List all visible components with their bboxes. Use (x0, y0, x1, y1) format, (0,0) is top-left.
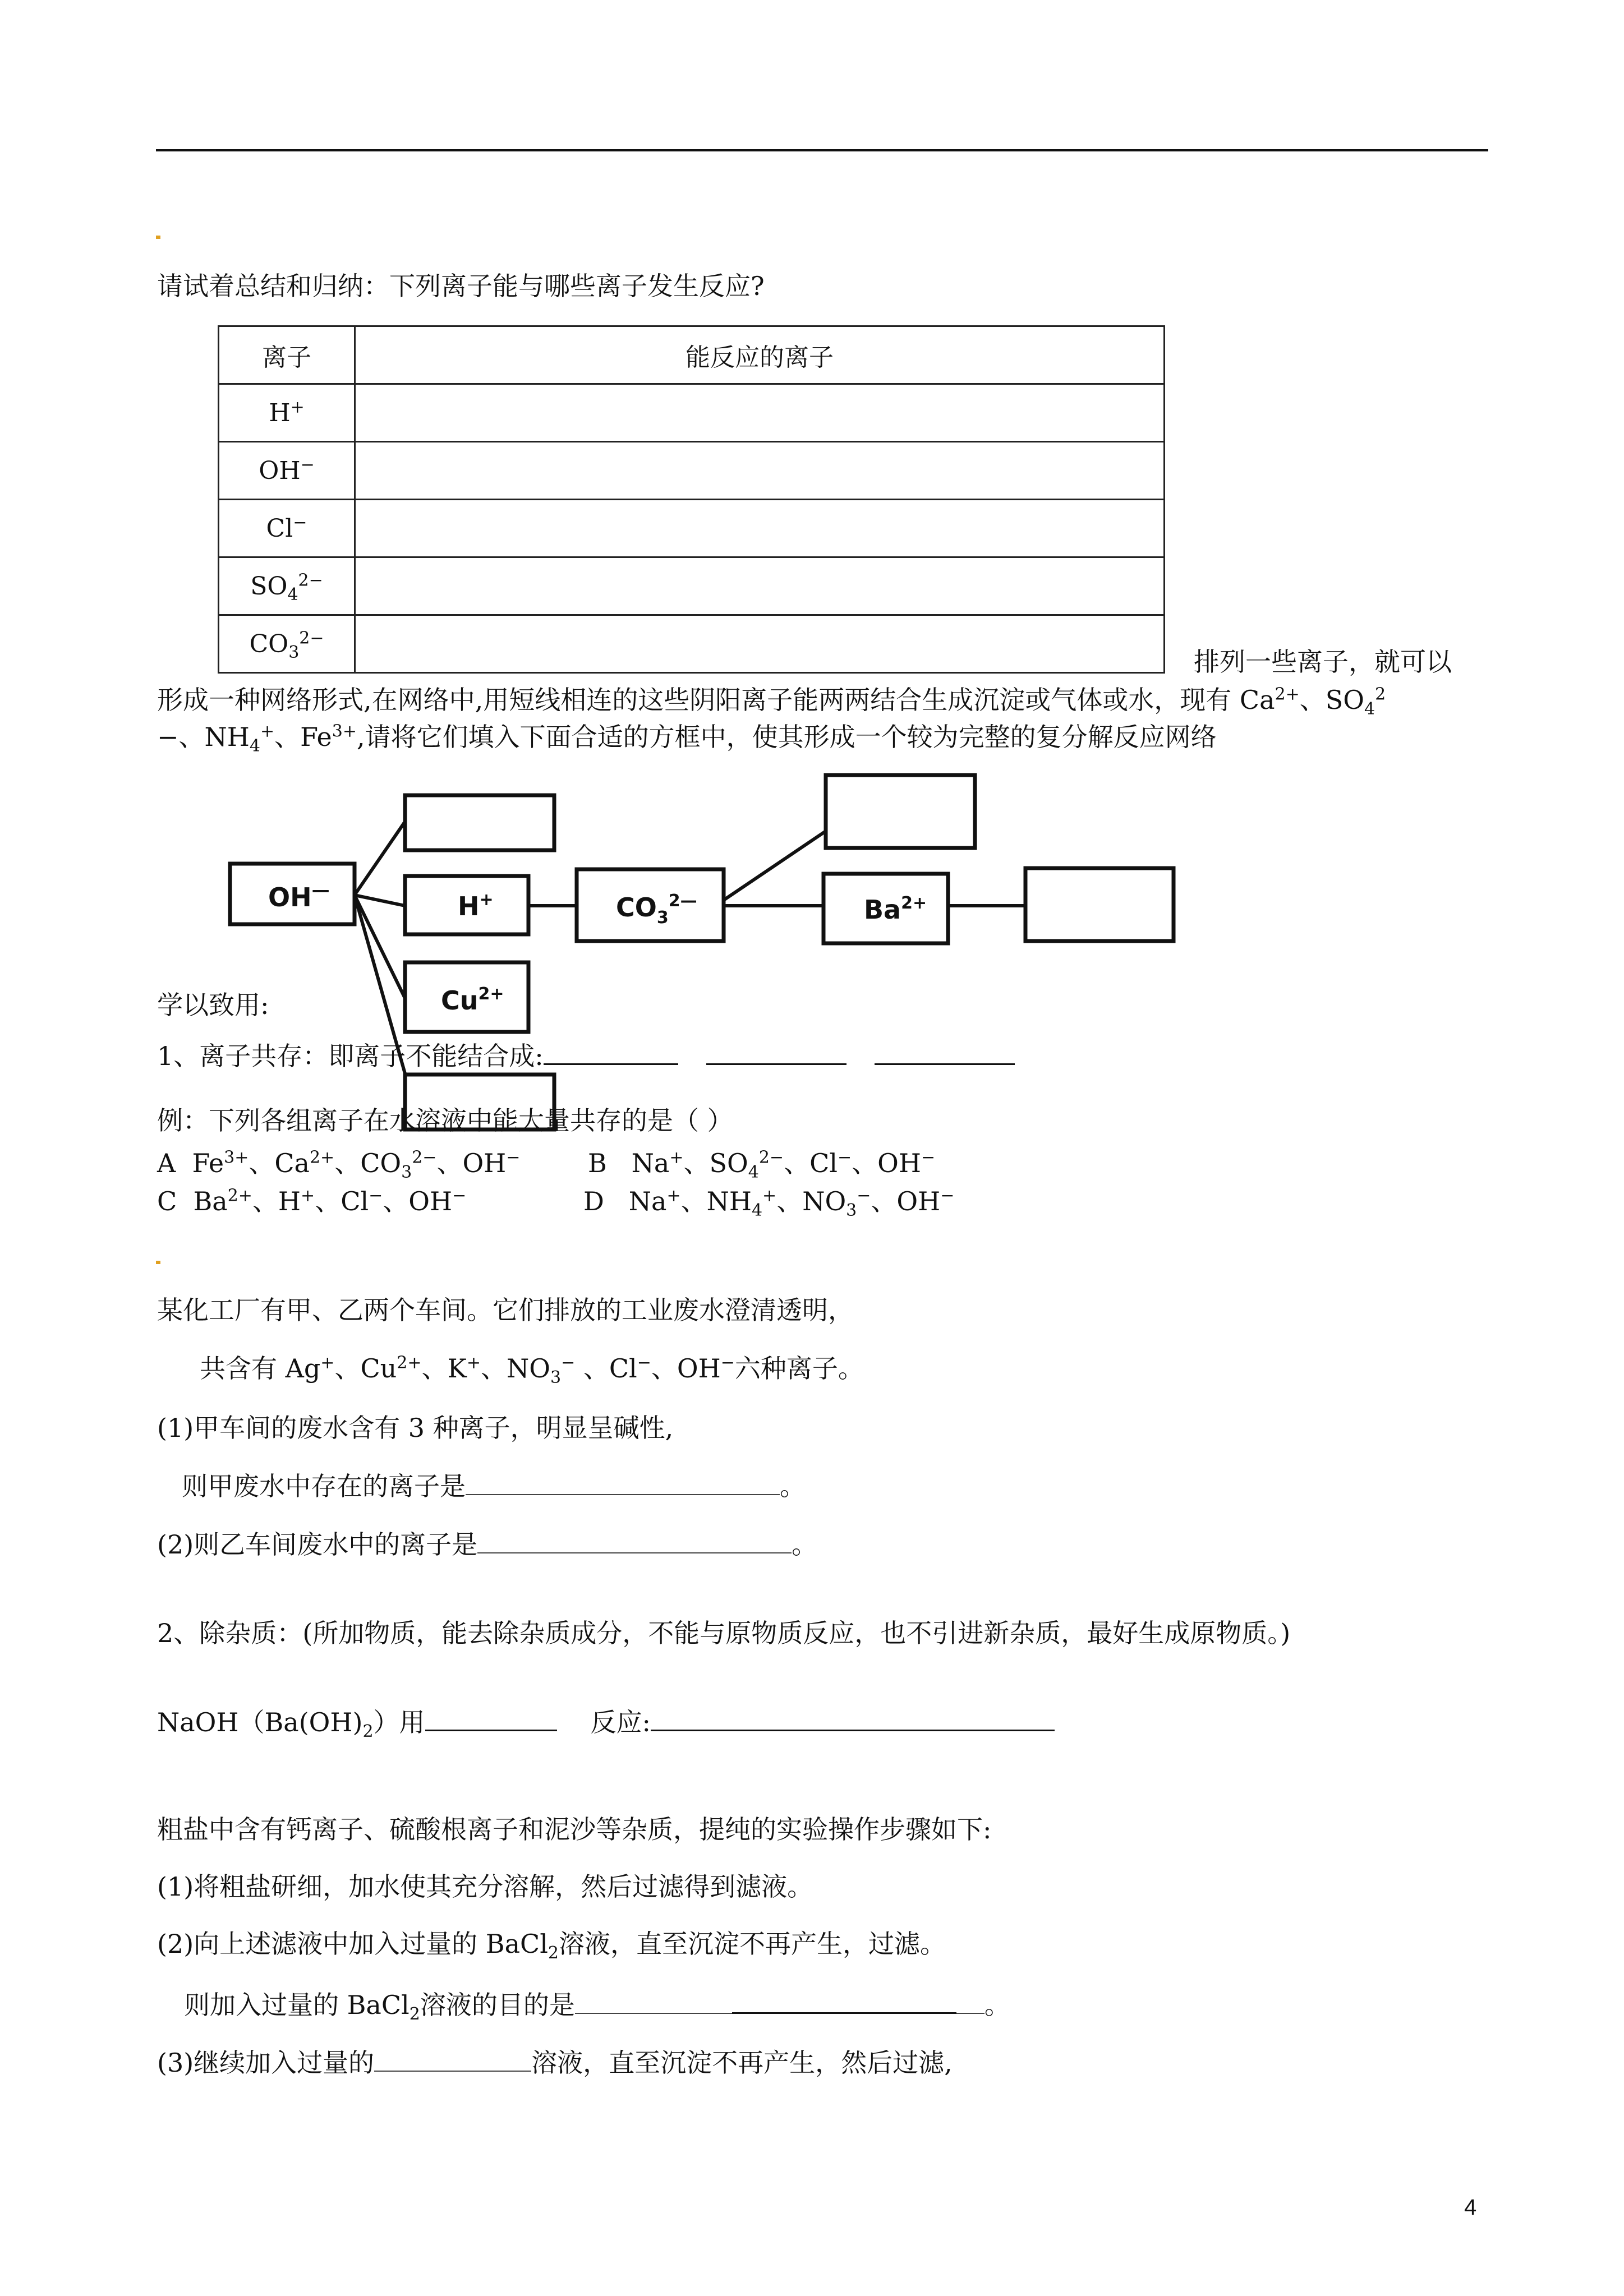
label-h: H+ (458, 890, 494, 921)
answer-blank[interactable] (875, 1036, 1015, 1065)
header-reacting-ions: 能反应的离子 (355, 326, 1165, 384)
impurity-naoh: $NaOH(Ba(OH)_2)$用 反应: (157, 1703, 1055, 1739)
network-intro-line2: 形成一种网络形式,在网络中,用短线相连的这些阴阳离子能两两结合生成沉淀或气体或水，现有 $Ca^{2+}$、$SO_4^2$ (157, 684, 1386, 720)
marker-dot (156, 1261, 160, 1264)
option-c: C $Ba^{2+}$、H+、Cl−、OH− (157, 1186, 467, 1216)
answer-blank[interactable] (575, 1986, 732, 2014)
label-cu: $Cu^{2+}$ (441, 984, 504, 1016)
option-a: A $Fe^{3+}$、$Ca^{2+}$、$CO_3^{2-}$、OH− (157, 1147, 521, 1183)
answer-blank[interactable] (477, 1525, 792, 1553)
factory-line2: 共含有 Ag+、$Cu^{2+}$、K+、$NO_3^-$ 、Cl−、OH−六种离子。 (200, 1353, 864, 1388)
coexist-line: 1、离子共存：即离子不能结合成: (157, 1036, 1015, 1073)
answer-blank[interactable] (374, 2044, 531, 2072)
salt-intro: 粗盐中含有钙离子、硫酸根离子和泥沙等杂质，提纯的实验操作步骤如下: (157, 1814, 992, 1845)
ion-cell: $SO_4^{2-}$ (219, 557, 355, 615)
factory-q2: (2)则乙车间废水中的离子是 。 (157, 1525, 817, 1561)
factory-q1: (1)甲车间的废水含有 3 种离子，明显呈碱性, (157, 1413, 674, 1443)
answer-blank[interactable] (732, 1985, 956, 2014)
impurity-title: 2、除杂质：(所加物质，能去除杂质成分，不能与原物质反应，也不引进新杂质，最好生成原物质。) (157, 1618, 1291, 1648)
network-intro-line3: −、$NH_4^+$、$Fe^{3+}$,请将它们填入下面合适的方框中，使其形成一个较为完整的复分解反应网络 (157, 721, 1217, 757)
ion-cell: $CO_3^{2-}$ (219, 615, 355, 673)
box-empty-upper-right[interactable] (826, 775, 975, 848)
answer-blank[interactable] (466, 1467, 780, 1495)
page-number: 4 (1464, 2195, 1477, 2220)
label-oh: OH— (268, 879, 330, 912)
ion-cell: H+ (219, 384, 355, 442)
label-co3: $CO_3^{2—}$ (616, 891, 697, 928)
factory-q1b: 则甲废水中存在的离子是 。 (182, 1467, 806, 1503)
ion-cell: Cl− (219, 500, 355, 557)
answer-blank[interactable] (425, 1703, 557, 1731)
header-ion: 离子 (219, 326, 355, 384)
option-d: D Na+、$NH_4^+$、$NO_3^-$、OH− (583, 1186, 955, 1221)
summary-prompt: 请试着总结和归纳：下列离子能与哪些离子发生反应? (157, 271, 765, 301)
factory-line1: 某化工厂有甲、乙两个车间。它们排放的工业废水澄清透明， (157, 1295, 854, 1325)
answer-blank[interactable] (544, 1036, 678, 1065)
network-intro-line1: 排列一些离子，就可以 (1194, 647, 1452, 677)
option-b: B Na+、$SO_4^{2-}$、Cl−、OH− (588, 1147, 936, 1183)
apply-title: 学以致用: (157, 990, 269, 1020)
salt-step3: (3)继续加入过量的 溶液，直至沉淀不再产生，然后过滤, (157, 2044, 953, 2080)
label-ba: $Ba^{2+}$ (864, 893, 927, 925)
salt-step1: (1)将粗盐研细，加水使其充分溶解，然后过滤得到滤液。 (157, 1871, 813, 1902)
salt-step2: (2)向上述滤液中加入过量的 BaCl$_2$溶液，直至沉淀不再产生，过滤。 (157, 1929, 946, 1963)
coexist-example: 例：下列各组离子在水溶液中能大量共存的是（ ） (157, 1105, 733, 1136)
answer-blank[interactable] (651, 1703, 1055, 1731)
answer-blank[interactable] (706, 1036, 846, 1065)
box-empty-right[interactable] (1025, 868, 1174, 941)
box-empty-top[interactable] (405, 795, 554, 850)
ion-cell: OH− (219, 442, 355, 500)
salt-step2-purpose: 则加入过量的 BaCl$_2$溶液的目的是 。 (184, 1985, 1010, 2022)
